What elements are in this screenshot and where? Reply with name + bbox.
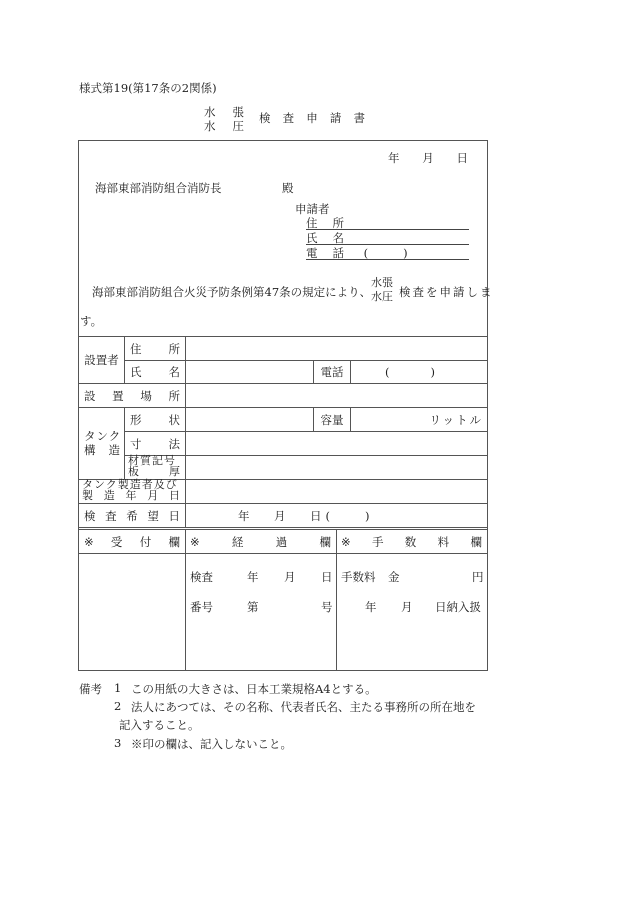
capacity-input[interactable]: リットル [429, 412, 483, 427]
installer-phone-label: 電話 [320, 365, 344, 379]
addressee-name: 海部東部消防組合消防長 [95, 181, 222, 195]
label-char: 経 [231, 534, 244, 549]
installer-name-label [130, 361, 180, 383]
payment-received-label: 日納入扱 [435, 600, 481, 614]
ordinal-prefix: 第 [247, 600, 259, 614]
label-char: 付 [139, 534, 152, 549]
year-label: 年 [365, 600, 377, 614]
divider [78, 527, 488, 528]
note-number: 2 [114, 699, 122, 713]
label-char: 厚 [169, 465, 180, 478]
yen-label: 円 [472, 570, 484, 584]
install-location-input[interactable] [186, 384, 487, 407]
label-char: ※ [190, 534, 200, 549]
inspection-label: 検査 [190, 570, 213, 584]
label-char: 日 [168, 508, 180, 523]
label-char: 欄 [470, 534, 482, 549]
label-char: 希 [126, 508, 138, 523]
label-char: 所 [168, 341, 180, 356]
label-char: 欄 [319, 534, 331, 549]
month-label: 月 [422, 151, 434, 165]
note-text: 法人にあつては、その名称、代表者氏名、主たる事務所の所在地を [131, 700, 476, 714]
date-line [388, 150, 468, 166]
dimensions-input[interactable] [186, 432, 487, 455]
fee-amount-prefix: 金 [388, 570, 400, 584]
material-label-line1: 材質記号 [128, 454, 176, 467]
divider [185, 529, 186, 671]
note-text: この用紙の大きさは、日本工業規格A4とする。 [131, 682, 377, 696]
tank-structure-label-line2 [84, 442, 120, 458]
label-char: 法 [168, 436, 180, 451]
label-char: 氏 [130, 365, 142, 379]
title-char: 水 [204, 119, 216, 133]
label-char: 手 [371, 534, 384, 549]
label-char: 住 [130, 341, 142, 356]
label-char: 日 [169, 489, 180, 502]
label-char: 過 [275, 534, 288, 549]
label-char: 査 [105, 508, 117, 523]
capacity-label: 容量 [320, 412, 344, 427]
label-char: 月 [147, 489, 159, 502]
note-text: ※印の欄は、記入しないこと。 [131, 737, 292, 751]
label-char: 寸 [130, 436, 142, 451]
shape-label [130, 408, 180, 431]
shape-input[interactable] [186, 408, 313, 431]
title-char: 申 [306, 111, 318, 125]
label-char: 製 [82, 489, 93, 502]
desired-date-input[interactable] [186, 504, 487, 527]
label-char: 板 [128, 465, 139, 478]
label-char: 料 [437, 534, 450, 549]
dimensions-label [130, 432, 180, 455]
form-title [204, 104, 374, 134]
material-thickness-input[interactable] [186, 456, 487, 479]
divider [350, 360, 351, 383]
year-label: 年 [247, 570, 259, 584]
addressee-honorific: 殿 [282, 181, 294, 195]
label-char: 所 [168, 388, 180, 403]
statement-continuation: す。 [80, 314, 103, 328]
label-char: 望 [147, 508, 159, 523]
installer-address-input[interactable] [186, 337, 487, 360]
title-char: 水 [204, 105, 216, 119]
applicant-heading: 申請者 [295, 202, 330, 216]
day-label: 日 [321, 570, 333, 584]
divider [336, 529, 337, 671]
manufacturer-input[interactable] [186, 480, 487, 503]
note-number: 3 [114, 736, 122, 750]
label-char: 検 [84, 508, 96, 523]
installer-label: 設置者 [84, 353, 119, 367]
label-char: ※ [341, 534, 351, 549]
title-char: 査 [282, 111, 295, 125]
manufacturer-label-line1: タンク製造者及び [82, 478, 178, 491]
label-char: 数 [404, 534, 417, 549]
label-char: 所 [332, 216, 344, 230]
divider [124, 336, 125, 383]
label-char: 造 [103, 489, 115, 502]
form-number: 様式第19(第17条の2関係) [79, 81, 217, 95]
title-char: 検 [259, 111, 271, 125]
statement-text: 海部東部消防組合火災予防条例第47条の規定により、 [92, 285, 372, 299]
year-label: 年 [238, 508, 250, 523]
installer-address-label [130, 337, 180, 360]
label-char: 置 [112, 388, 124, 403]
number-label: 番号 [190, 600, 213, 614]
statement-stack-bottom: 水圧 [371, 290, 393, 303]
progress-header [190, 530, 331, 553]
month-label: 月 [284, 570, 296, 584]
label-char: 状 [168, 412, 180, 427]
day-label: 日( ) [310, 508, 374, 523]
note-continuation: 記入すること。 [119, 718, 200, 732]
year-label: 年 [388, 151, 400, 165]
notes-heading: 備考 [79, 682, 102, 696]
title-char: 張 [232, 105, 244, 119]
label-char: 形 [130, 412, 142, 427]
label-char: 氏 [306, 231, 318, 245]
phone-parens: ( ) [363, 246, 412, 260]
tank-structure-label-line1: タンク [84, 429, 122, 443]
label-char: 欄 [168, 534, 180, 549]
month-label: 月 [274, 508, 286, 523]
label-char: 造 [108, 443, 120, 457]
title-char: 請 [329, 111, 342, 125]
ordinal-suffix: 号 [321, 600, 333, 614]
installer-name-input[interactable] [186, 361, 313, 383]
applicant-phone-field[interactable] [306, 245, 469, 260]
material-label-line2 [128, 466, 180, 478]
install-location-label [84, 384, 180, 407]
desired-date-label [84, 504, 180, 527]
divider [124, 407, 125, 479]
label-char: 住 [306, 216, 318, 230]
fee-label: 手数料 [341, 570, 376, 584]
statement-stack-top: 水張 [371, 276, 393, 289]
label-char: 場 [140, 388, 152, 403]
statement-text-after: 検査を申請しま [399, 285, 494, 299]
label-char: 名 [168, 365, 180, 379]
installer-phone-input[interactable]: ( ) [385, 365, 441, 379]
label-char: 設 [84, 388, 96, 403]
label-char: 話 [332, 246, 344, 260]
label-char: 受 [110, 534, 123, 549]
fee-header [341, 530, 482, 553]
label-char: ※ [84, 534, 94, 549]
label-char: 名 [332, 231, 344, 245]
label-char: 構 [84, 443, 96, 457]
day-label: 日 [456, 151, 468, 165]
label-char: 年 [125, 489, 137, 502]
manufacturer-label-line2 [82, 490, 180, 502]
title-char: 書 [353, 111, 365, 125]
title-char: 圧 [232, 119, 244, 133]
label-char: 電 [306, 246, 318, 260]
month-label: 月 [401, 600, 413, 614]
reception-area [79, 554, 185, 670]
reception-header [84, 530, 180, 553]
applicant-name-field[interactable] [306, 230, 469, 245]
applicant-address-field[interactable] [306, 215, 469, 230]
note-number: 1 [114, 681, 122, 695]
